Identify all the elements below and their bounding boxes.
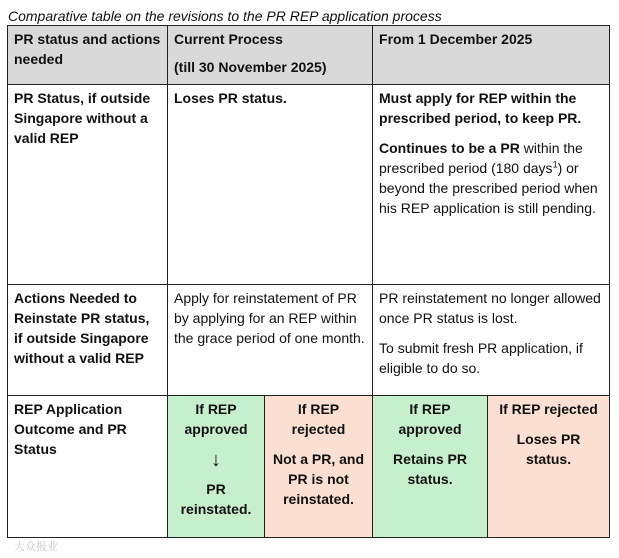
new-approved-cell [373, 396, 488, 538]
header-current-title: Current Process [174, 31, 283, 47]
header-current-date: (till 30 November 2025) [174, 59, 327, 75]
pending-text: ) or beyond the prescribed period when his REP application is still pending. [379, 160, 598, 216]
row-label-reinstate: Actions Needed to Reinstate PR status, if outside Singapore without a valid REP [8, 285, 168, 396]
new-reinstate [373, 285, 610, 396]
new-rejected-cell [488, 396, 610, 538]
table-row [8, 85, 610, 285]
prescribed-period-text: within the prescribed period (180 days [379, 140, 583, 176]
current-approved-cell [168, 396, 265, 538]
header-current-process [168, 26, 373, 85]
table-row [8, 396, 610, 538]
new-approved-result: Retains PR status. [393, 451, 467, 487]
table-caption: Comparative table on the revisions to the PR REP application process [8, 8, 442, 24]
comparison-table [7, 25, 610, 538]
current-approved-head: If REP approved [184, 401, 248, 437]
header-new-process: From 1 December 2025 [373, 26, 610, 85]
new-pr-status-rule: Must apply for REP within the prescribed period, to keep PR. [379, 90, 582, 126]
header-row [8, 26, 610, 85]
new-rejected-head: If REP rejected [499, 401, 598, 417]
row-label-outcome: REP Application Outcome and PR Status [8, 396, 168, 538]
footnote-marker: 1 [552, 159, 558, 170]
current-rejected-result: Not a PR, and PR is not reinstated. [273, 451, 365, 507]
continues-pr-text: Continues to be a PR [379, 140, 520, 156]
new-pr-status [373, 85, 610, 285]
new-approved-head: If REP approved [398, 401, 462, 437]
current-rejected-head: If REP rejected [291, 401, 346, 437]
row-label-pr-status: PR Status, if outside Singapore without a valid REP [8, 85, 168, 285]
new-reinstate-p2: To submit fresh PR application, if eligible to do so. [379, 340, 583, 376]
new-rejected-result: Loses PR status. [516, 431, 581, 467]
table-row [8, 285, 610, 396]
header-pr-status: PR status and actions needed [8, 26, 168, 85]
new-pr-status-detail [379, 138, 603, 218]
current-pr-status: Loses PR status. [168, 85, 373, 285]
current-rejected-cell [265, 396, 373, 538]
current-reinstate: Apply for reinstatement of PR by applying for an REP within the grace period of one month. [168, 285, 373, 396]
current-approved-result: PR reinstated. [180, 481, 252, 517]
watermark: 大众报业 [14, 541, 58, 553]
down-arrow-icon: ↓ [211, 449, 221, 471]
new-reinstate-p1: PR reinstatement no longer allowed once PR status is lost. [379, 290, 601, 326]
